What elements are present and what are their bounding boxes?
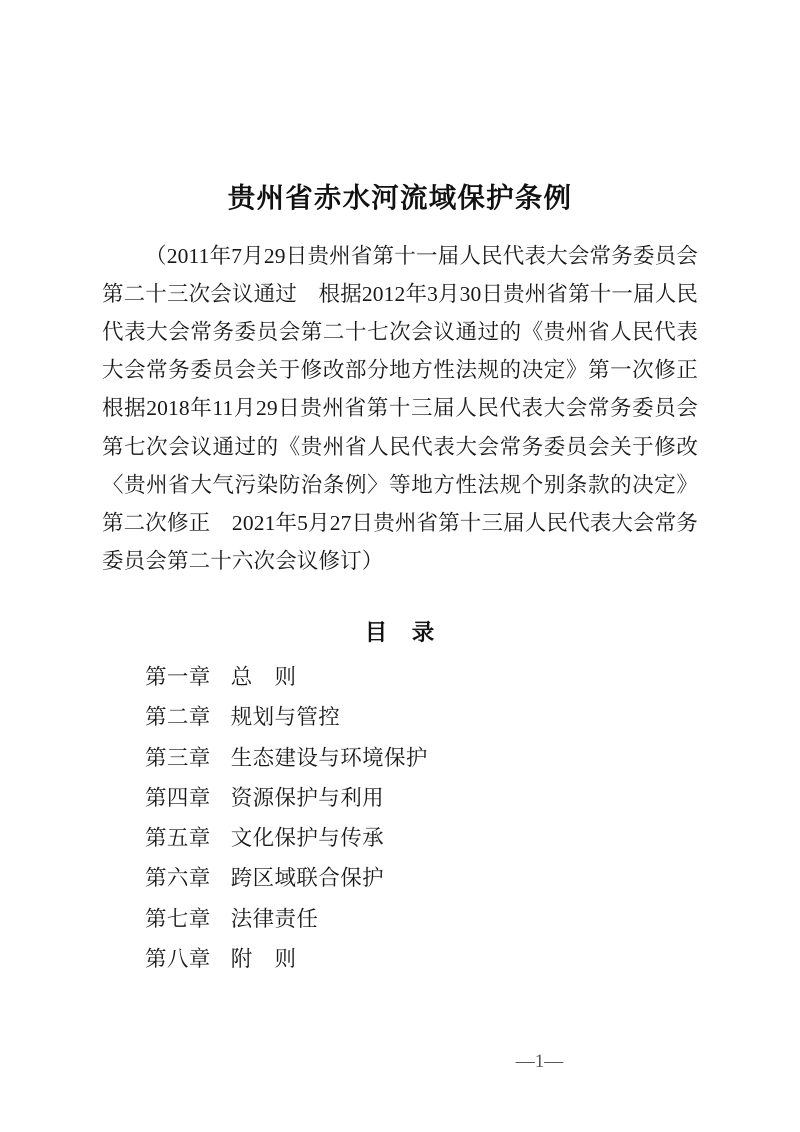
table-of-contents [145,657,705,979]
toc-entry-number: 第六章 [145,866,211,891]
toc-entry[interactable] [145,899,705,939]
toc-entry-number: 第二章 [145,705,211,730]
toc-entry-title: 文化保护与传承 [230,826,385,851]
toc-entry-title: 规划与管控 [230,705,341,730]
page-number: —1— [515,1051,564,1072]
toc-entry[interactable] [145,858,705,898]
toc-entry[interactable] [145,697,705,737]
toc-entry[interactable] [145,939,705,979]
table-of-contents-heading: 目 录 [364,619,436,645]
toc-entry-number: 第七章 [145,906,211,931]
toc-entry-title: 附 则 [230,947,297,972]
toc-entry-title: 总 则 [230,665,297,689]
toc-entry-number: 第五章 [145,826,211,851]
toc-entry-title: 法律责任 [230,906,319,931]
toc-entry-number: 第八章 [145,947,211,972]
toc-entry[interactable] [145,657,705,697]
toc-entry-title: 跨区域联合保护 [230,866,385,891]
toc-entry-number: 第一章 [145,665,211,689]
page-title: 贵州省赤水河流域保护条例 [227,182,573,214]
toc-entry-title: 资源保护与利用 [230,785,385,810]
toc-entry-title: 生态建设与环境保护 [230,745,428,770]
toc-entry-number: 第三章 [145,745,211,770]
toc-entry[interactable] [145,778,705,818]
page-footer [0,1029,800,1095]
toc-entry-number: 第四章 [145,785,211,810]
toc-entry[interactable] [145,738,705,778]
toc-entry[interactable] [145,818,705,858]
preamble-paragraph: （2011年7月29日贵州省第十一届人民代表大会常务委员会第二十三次会议通过 根据2012年3月30日贵州省第十一届人民代表大会常务委员会第二十七次会议通过的《贵州省人民代表大会常务委员会关于修改部分地方性法规的决定》第一次修正 根据2018年11月29日贵州省第十三届人民代表大会常务委员会第七次会议通过的《贵州省人民代表大会常务委员会关于修改〈贵州省大气污染防治条例〉等地方性法规个别条款的决定》第二次修正 2021年5月27日贵州省第十三届人民代表大会常务委员会第二十六次会议修订） [102,243,720,574]
